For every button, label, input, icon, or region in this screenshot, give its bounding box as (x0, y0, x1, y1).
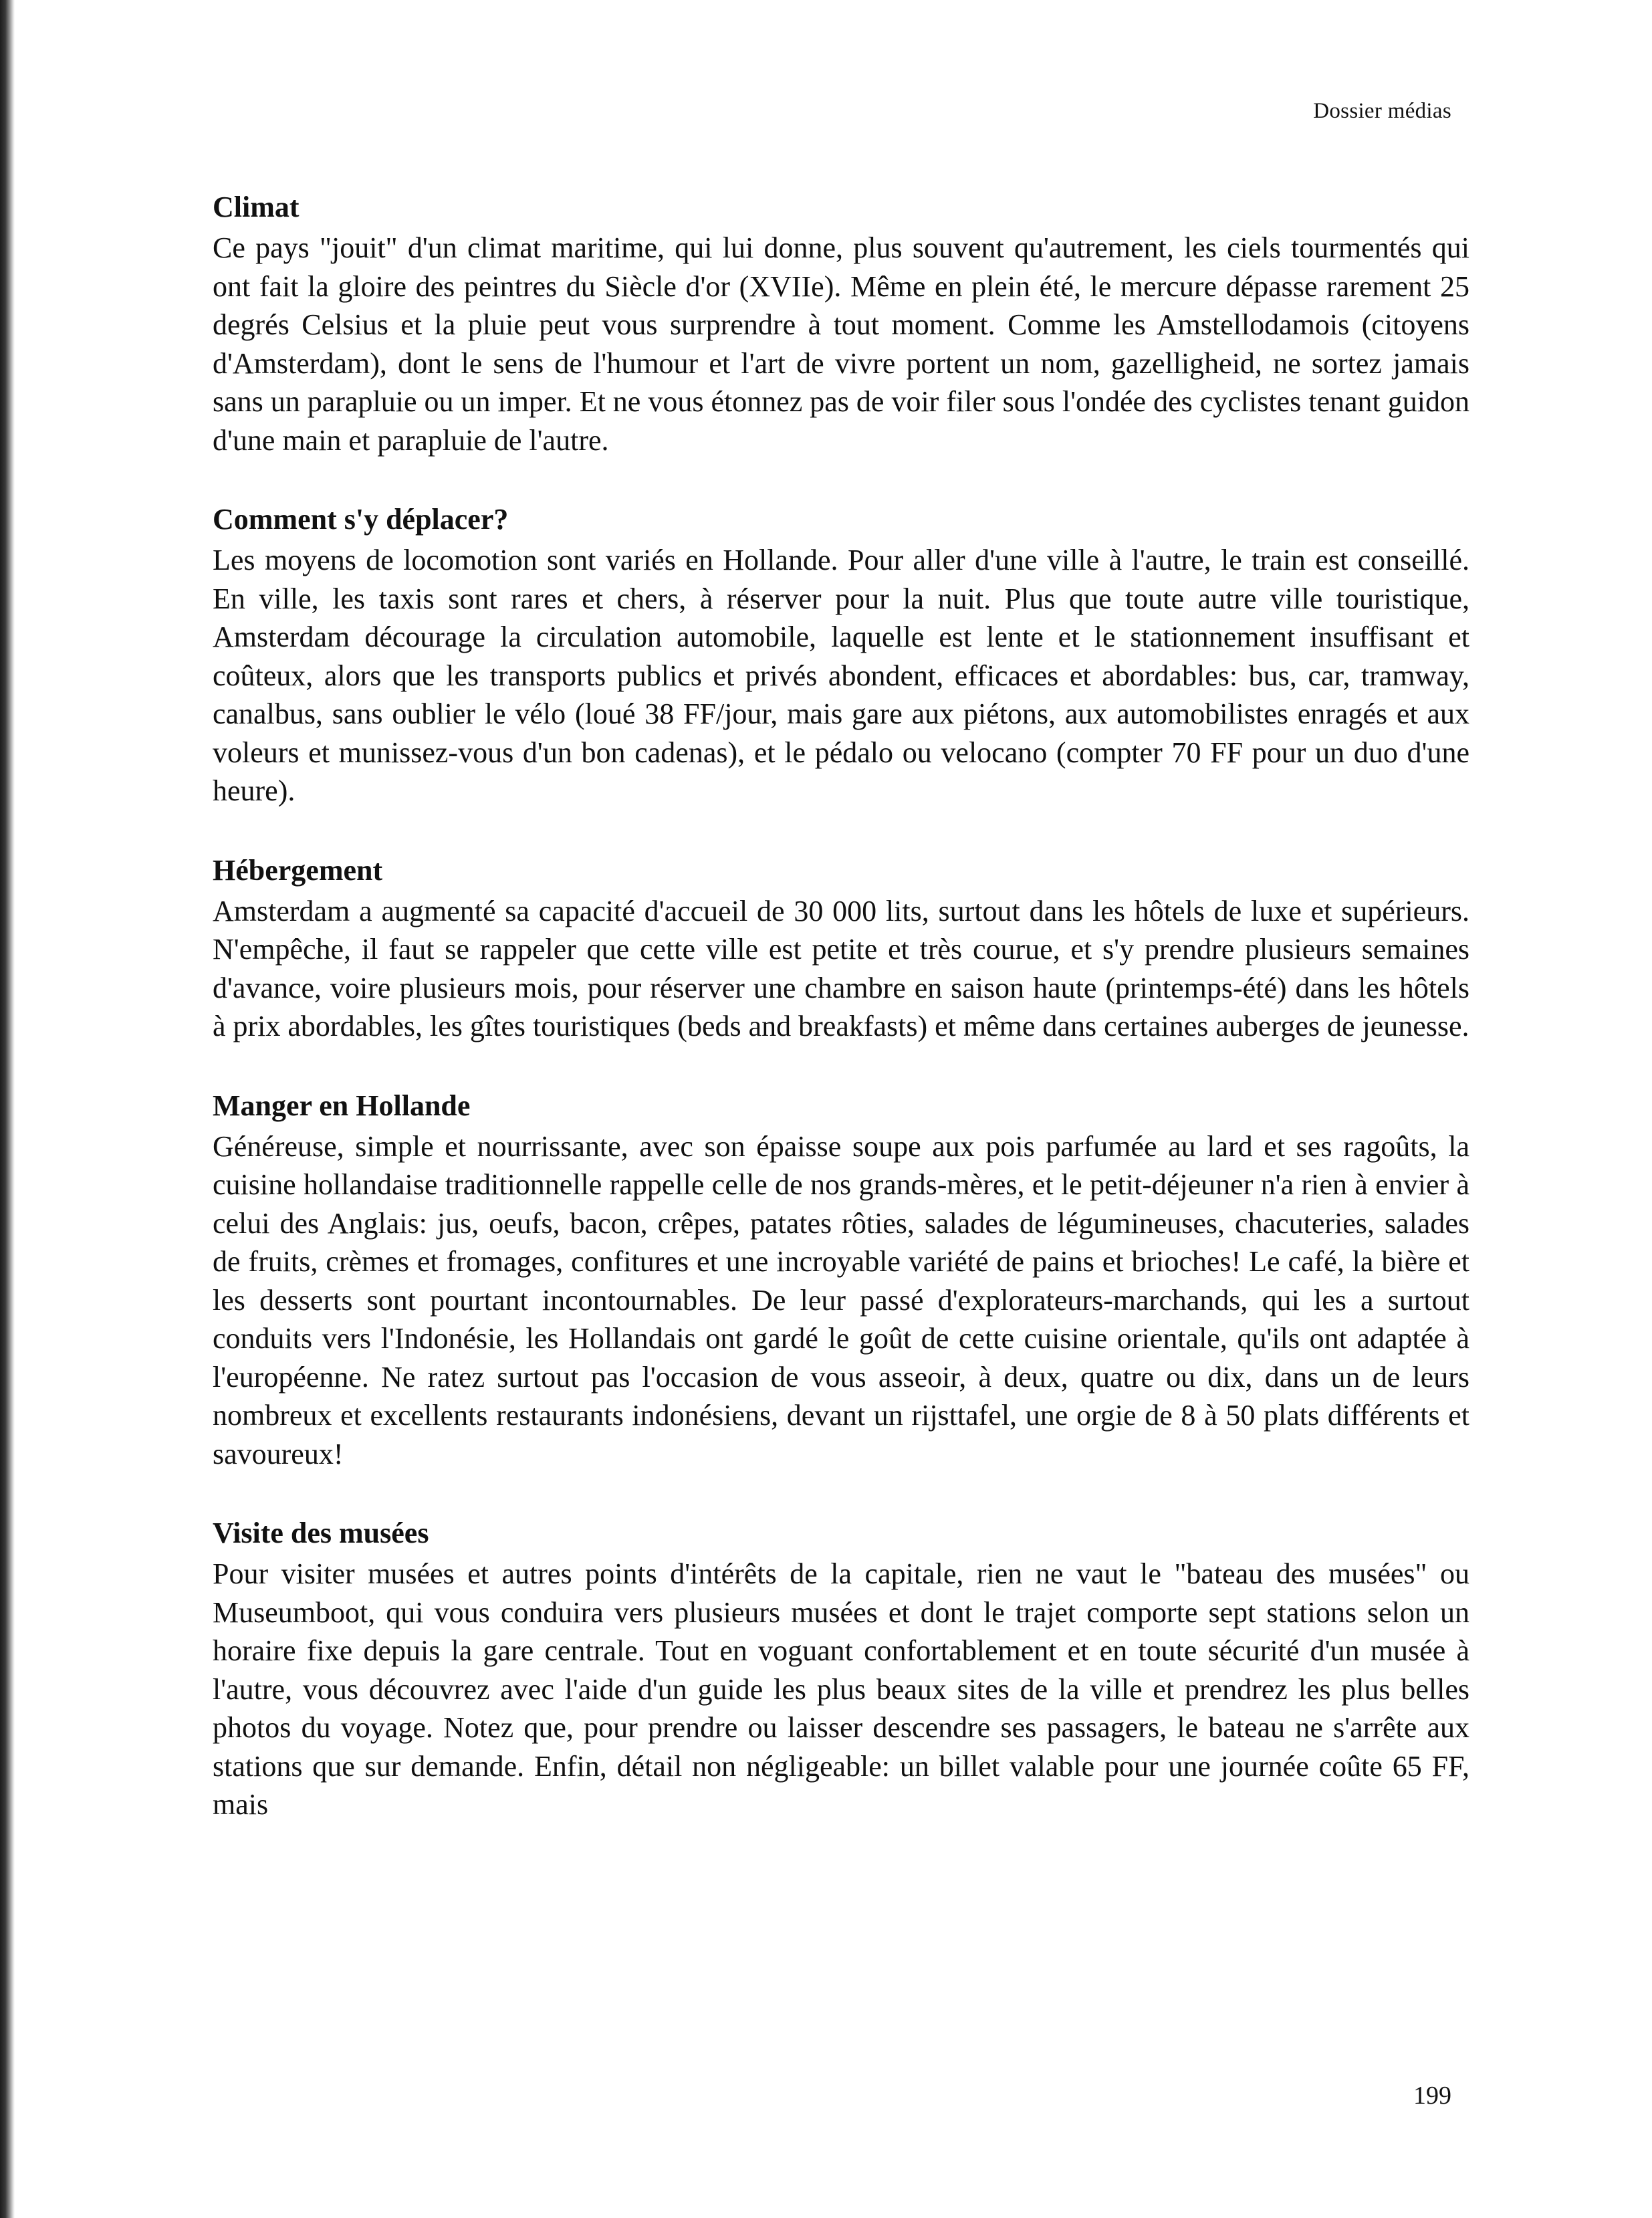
section-paragraph: Amsterdam a augmenté sa capacité d'accueil de 30 000 lits, surtout dans les hôtels de luxe et supérieurs. N'empêche, il faut se rappeler que cette ville est petite et très courue, et s'y prendre plusieurs semaines d'avance, voire plusieurs mois, pour réserver une chambre en saison haute (printemps-été) dans les hôtels à prix abordables, les gîtes touristiques (beds and breakfasts) et même dans certaines auberges de jeunesse. (213, 894, 1469, 1042)
section-musees (213, 1513, 1469, 1824)
section-paragraph: Généreuse, simple et nourrissante, avec son épaisse soupe aux pois parfumée au lard et ses ragoûts, la cuisine hollandaise traditionnelle rappelle celle de nos grands-mères, et le petit-déjeuner n'a rien à envier à celui des Anglais: jus, oeufs, bacon, crêpes, patates rôties, salades de légumineuses, chacuteries, salades de fruits, crèmes et fromages, confitures et une incroyable variété de pains et brioches! Le café, la bière et les desserts sont pourtant incontournables. De leur passé d'explorateurs-marchands, qui les a surtout conduits vers l'Indonésie, les Hollandais ont gardé le goût de cette cuisine orientale, qu'ils ont adaptée à l'européenne. Ne ratez surtout pas l'occasion de vous asseoir, à deux, quatre ou dix, dans un de leurs nombreux et excellents restaurants indonésiens, devant un rijsttafel, une orgie de 8 à 50 plats différents et savoureux! (213, 1129, 1469, 1470)
section-heading: Manger en Hollande (213, 1089, 471, 1122)
section-hebergement (213, 851, 1469, 1046)
page-number: 199 (1413, 2082, 1451, 2110)
running-head: Dossier médias (1313, 99, 1451, 123)
section-deplacer (213, 500, 1469, 810)
section-heading: Climat (213, 191, 300, 223)
section-heading: Visite des musées (213, 1517, 429, 1549)
section-manger (213, 1086, 1469, 1474)
page-body (213, 187, 1469, 1864)
section-paragraph: Pour visiter musées et autres points d'intérêts de la capitale, rien ne vaut le "bateau des musées" ou Museumboot, qui vous conduira vers plusieurs musées et dont le trajet comporte sept stations selon un horaire fixe depuis la gare centrale. Tout en voguant confortablement et en toute sécurité d'un musée à l'autre, vous découvrez avec l'aide d'un guide les plus beaux sites de la ville et prendrez les plus belles photos du voyage. Notez que, pour prendre ou laisser descendre ses passagers, le bateau ne s'arrête aux stations que sur demande. Enfin, détail non négligeable: un billet valable pour une journée coûte 65 FF, mais (213, 1557, 1469, 1821)
section-paragraph: Les moyens de locomotion sont variés en Hollande. Pour aller d'une ville à l'autre, le train est conseillé. En ville, les taxis sont rares et chers, à réserver pour la nuit. Plus que toute autre ville touristique, Amsterdam décourage la circulation automobile, laquelle est lente et le stationnement insuffisant et coûteux, alors que les transports publics et privés abondent, efficaces et abordables: bus, car, tramway, canalbus, sans oublier le vélo (loué 38 FF/jour, mais gare aux piétons, aux automobilistes enragés et aux voleurs et munissez-vous d'un bon cadenas), et le pédalo ou velocano (compter 70 FF pour un duo d'une heure). (213, 544, 1469, 807)
section-heading: Hébergement (213, 853, 383, 887)
scan-binding-edge (0, 0, 15, 2218)
section-heading: Comment s'y déplacer? (213, 503, 509, 536)
section-paragraph: Ce pays "jouit" d'un climat maritime, qui lui donne, plus souvent qu'autrement, les ciels tourmentés qui ont fait la gloire des peintres du Siècle d'or (XVIIe). Même en plein été, le mercure dépasse rarement 25 degrés Celsius et la pluie peut vous surprendre à tout moment. Comme les Amstellodamois (citoyens d'Amsterdam), dont le sens de l'humour et l'art de vivre portent un nom, gazelligheid, ne sortez jamais sans un parapluie ou un imper. Et ne vous étonnez pas de voir filer sous l'ondée des cyclistes tenant guidon d'une main et parapluie de l'autre. (213, 231, 1469, 457)
section-climat (213, 187, 1469, 459)
